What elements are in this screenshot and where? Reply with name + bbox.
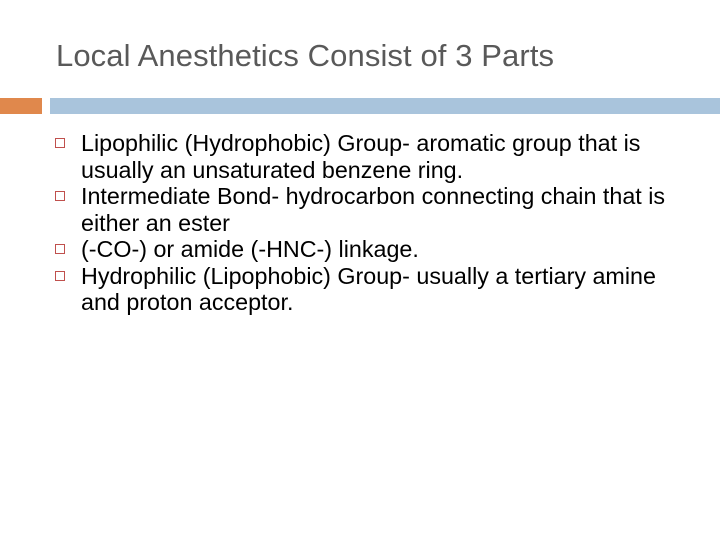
- bullet-item: [55, 236, 695, 263]
- bullet-item: [55, 263, 695, 316]
- bullet-text: Lipophilic (Hydrophobic) Group- aromatic group that is usually an unsaturated benzene ring.: [81, 130, 641, 183]
- bullet-item: [55, 183, 695, 236]
- hollow-square-bullet-icon: [55, 138, 65, 148]
- bullet-text: Intermediate Bond- hydrocarbon connecting chain that is either an ester: [81, 183, 666, 236]
- title-divider-rule: [50, 98, 720, 114]
- hollow-square-bullet-icon: [55, 244, 65, 254]
- hollow-square-bullet-icon: [55, 191, 65, 201]
- title-accent-rule: [0, 98, 42, 114]
- hollow-square-bullet-icon: [55, 271, 65, 281]
- slide-title: Local Anesthetics Consist of 3 Parts: [56, 38, 555, 73]
- bullet-text: (-CO-) or amide (-HNC-) linkage.: [81, 236, 419, 262]
- bullet-item: [55, 130, 695, 183]
- bullet-text: Hydrophilic (Lipophobic) Group- usually a tertiary amine and proton acceptor.: [81, 262, 656, 315]
- bullet-list: [55, 130, 695, 316]
